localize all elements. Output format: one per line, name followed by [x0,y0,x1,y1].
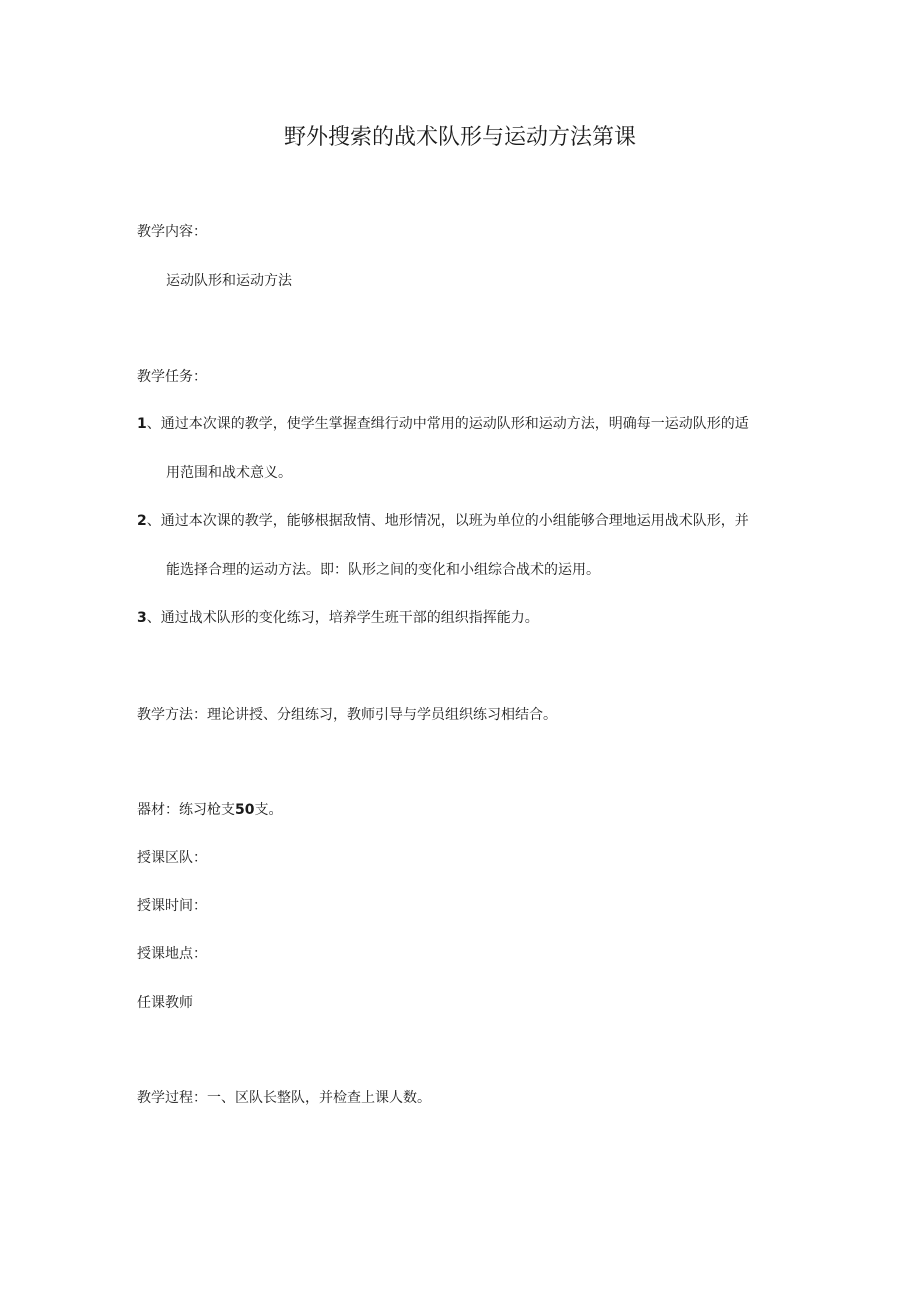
task-item-3 [137,608,539,628]
document-title: 野外搜索的战术队形与运动方法第课 [283,125,636,150]
class-unit: 授课区队： [137,850,207,866]
task-number: 3 [137,610,147,626]
teaching-process: 教学过程：一、区队长整队，并检查上课人数。 [137,1090,431,1106]
teaching-method: 教学方法：理论讲授、分组练习，教师引导与学员组织练习相结合。 [137,707,557,723]
content-body: 运动队形和运动方法 [166,273,292,289]
task-number: 1 [137,416,147,432]
tasks-label: 教学任务： [137,369,207,385]
task-item-1-continuation: 用范围和战术意义。 [166,465,292,481]
equipment-prefix: 器材：练习枪支 [137,802,235,818]
task-item-2 [137,511,749,531]
task-text: 、通过战术队形的变化练习，培养学生班干部的组织指挥能力。 [146,610,539,626]
equipment [137,800,282,820]
equipment-count: 50 [235,802,255,818]
task-text: 、通过本次课的教学，使学生掌握查缉行动中常用的运动队形和运动方法，明确每一运动队形的适 [146,416,749,432]
class-location: 授课地点： [137,946,207,962]
task-number: 2 [137,513,147,529]
class-time: 授课时间： [137,898,207,914]
task-item-1 [137,414,749,434]
content-label: 教学内容： [137,224,207,240]
teacher: 任课教师 [137,995,193,1011]
task-item-2-continuation: 能选择合理的运动方法。即：队形之间的变化和小组综合战术的运用。 [166,562,600,578]
equipment-suffix: 支。 [254,802,283,818]
task-text: 、通过本次课的教学，能够根据敌情、地形情况，以班为单位的小组能够合理地运用战术队形，并 [146,513,749,529]
